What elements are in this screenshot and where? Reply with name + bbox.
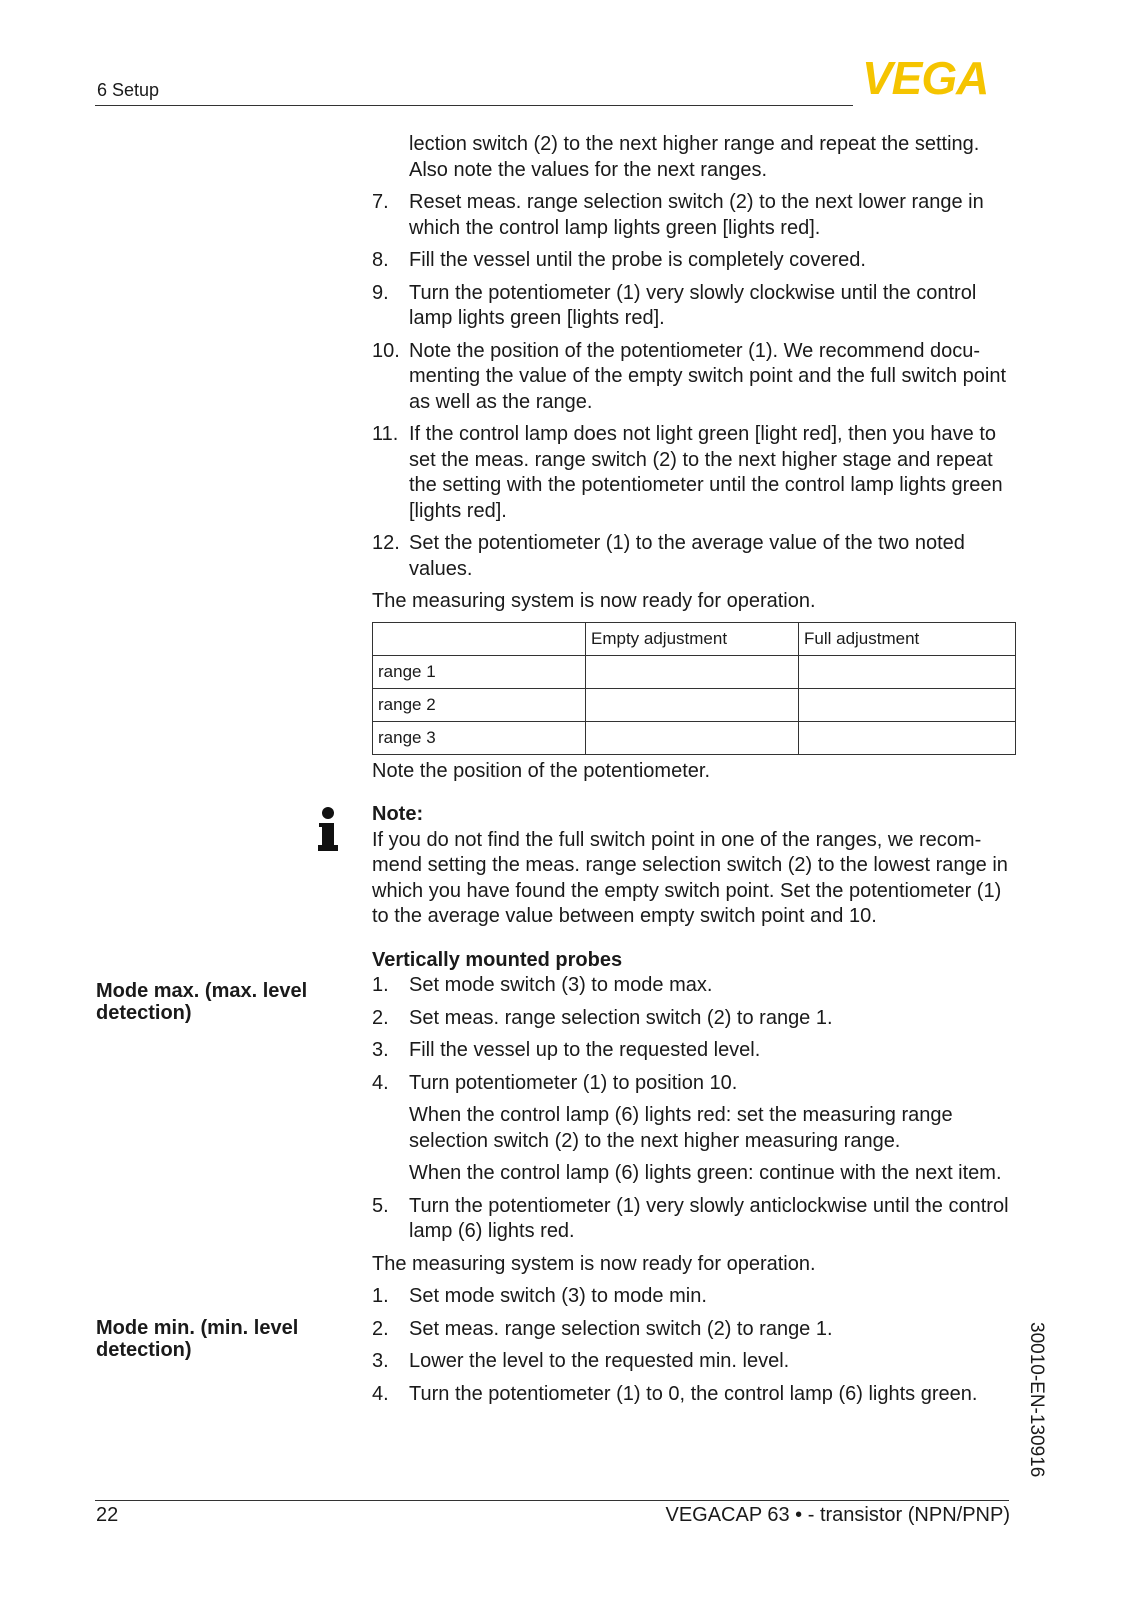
item-number: 9. xyxy=(372,281,389,304)
item-text: Turn the potentiometer (1) very slowly anticlockwise until the control lamp (6) lights red. xyxy=(409,1194,1009,1242)
item-number: 3. xyxy=(372,1350,389,1372)
note-title: Note: xyxy=(372,803,424,825)
item-number: 11. xyxy=(372,423,399,445)
mode-max-label: Mode max. (max. level detection) xyxy=(96,980,308,1024)
intro-continuation: lection switch (2) to the next higher range and repeat the setting. Also note the values for the next ranges. xyxy=(409,133,980,181)
table-cell xyxy=(799,655,1016,688)
product-name: VEGACAP 63 • - transistor (NPN/PNP) xyxy=(665,1504,1010,1526)
table-cell: range 3 xyxy=(373,721,586,754)
list-item xyxy=(372,339,1018,416)
list-item xyxy=(372,422,1018,524)
list-item xyxy=(372,1194,1018,1245)
item-number: 5. xyxy=(372,1194,389,1217)
mode-min-label: Mode min. (min. level detection) xyxy=(96,1317,299,1361)
section-title: 6 Setup xyxy=(97,80,160,100)
item-number: 10. xyxy=(372,339,400,362)
table-row xyxy=(373,655,1016,688)
ready-text: The measuring system is now ready for operation. xyxy=(372,1252,816,1275)
table-cell: range 2 xyxy=(373,688,586,721)
list-item xyxy=(372,1317,1018,1343)
item-number: 12. xyxy=(372,532,400,554)
table-header-cell: Empty adjustment xyxy=(586,622,799,655)
list-item xyxy=(372,531,1018,582)
logo-text: VEGA xyxy=(862,56,989,100)
list-item xyxy=(372,973,1018,999)
list-item xyxy=(372,1038,1018,1064)
list-item xyxy=(372,281,1018,332)
item-number: 8. xyxy=(372,249,389,271)
item-text: Set the potentiometer (1) to the average value of the two noted values. xyxy=(409,532,965,580)
table-cell xyxy=(586,655,799,688)
table-header-row xyxy=(373,622,1016,655)
item-text: Set mode switch (3) to mode max. xyxy=(409,974,713,996)
vertical-probes-heading: Vertically mounted probes xyxy=(372,948,623,971)
item-text: Turn potentiometer (1) to position 10. xyxy=(409,1071,738,1094)
table-cell xyxy=(586,688,799,721)
main-content xyxy=(372,132,1018,1414)
item-text: Set meas. range selection switch (2) to range 1. xyxy=(409,1006,833,1029)
item-text: Reset meas. range selection switch (2) to the next lower range in which the control lamp lights green [lights red]. xyxy=(409,191,984,239)
table-note: Note the position of the potentiometer. xyxy=(372,759,710,782)
note-body: If you do not find the full switch point in one of the ranges, we recom- mend setting the meas. range selection switch (2) to the lowest range in which you have found the empty switch point. Set the potentiometer (1) to the average value between empty switch point and 10. xyxy=(372,828,1008,927)
list-item xyxy=(372,1284,1018,1310)
table-cell xyxy=(799,688,1016,721)
list-item xyxy=(372,1071,1018,1097)
list-item xyxy=(372,1382,1018,1408)
info-icon xyxy=(316,806,340,854)
item-number: 7. xyxy=(372,191,389,213)
item-text: Fill the vessel until the probe is completely covered. xyxy=(409,249,866,271)
table-cell xyxy=(799,721,1016,754)
note-box xyxy=(372,802,1018,930)
header-divider xyxy=(95,105,853,106)
item-text: Set meas. range selection switch (2) to range 1. xyxy=(409,1317,833,1340)
item-number: 1. xyxy=(372,1285,389,1307)
item-number: 3. xyxy=(372,1039,389,1061)
item-number: 2. xyxy=(372,1006,389,1029)
list-item xyxy=(372,248,1018,274)
list-item xyxy=(372,1349,1018,1375)
footer-divider xyxy=(95,1500,1009,1501)
list-item xyxy=(372,190,1018,241)
item-text: If the control lamp does not light green [light red], then you have to set the meas. range switch (2) to the next higher stage and repeat the setting with the potentiometer until the control lamp lights green [lights red]. xyxy=(409,423,1003,522)
item-text: Lower the level to the requested min. level. xyxy=(409,1350,790,1372)
sub-paragraph: When the control lamp (6) lights red: set the measuring range selection switch (2) to the next higher measuring range. xyxy=(409,1104,953,1152)
table-row xyxy=(373,688,1016,721)
list-item xyxy=(372,1006,1018,1032)
vega-logo xyxy=(860,56,1014,100)
table-cell: range 1 xyxy=(373,655,586,688)
sub-paragraph: When the control lamp (6) lights green: continue with the next item. xyxy=(409,1162,1002,1184)
item-text: Fill the vessel up to the requested level. xyxy=(409,1039,761,1061)
table-header-cell xyxy=(373,622,586,655)
item-number: 1. xyxy=(372,974,389,996)
item-number: 4. xyxy=(372,1382,389,1405)
ready-text: The measuring system is now ready for operation. xyxy=(372,590,816,612)
document-code xyxy=(1026,1322,1059,1492)
item-text: Turn the potentiometer (1) very slowly clockwise until the control lamp lights green [lights red]. xyxy=(409,281,977,329)
item-text: Set mode switch (3) to mode min. xyxy=(409,1285,707,1307)
item-number: 4. xyxy=(372,1071,389,1094)
table-row xyxy=(373,721,1016,754)
document-code-text: 30010-EN-130916 xyxy=(1026,1322,1047,1478)
item-text: Note the position of the potentiometer (1). We recommend docu- menting the value of the empty switch point and the full switch point as well as the range. xyxy=(409,339,1007,413)
adjustment-table xyxy=(372,622,1016,755)
item-text: Turn the potentiometer (1) to 0, the control lamp (6) lights green. xyxy=(409,1382,978,1405)
table-header-cell: Full adjustment xyxy=(799,622,1016,655)
page-number: 22 xyxy=(96,1504,119,1526)
item-number: 2. xyxy=(372,1317,389,1340)
table-cell xyxy=(586,721,799,754)
